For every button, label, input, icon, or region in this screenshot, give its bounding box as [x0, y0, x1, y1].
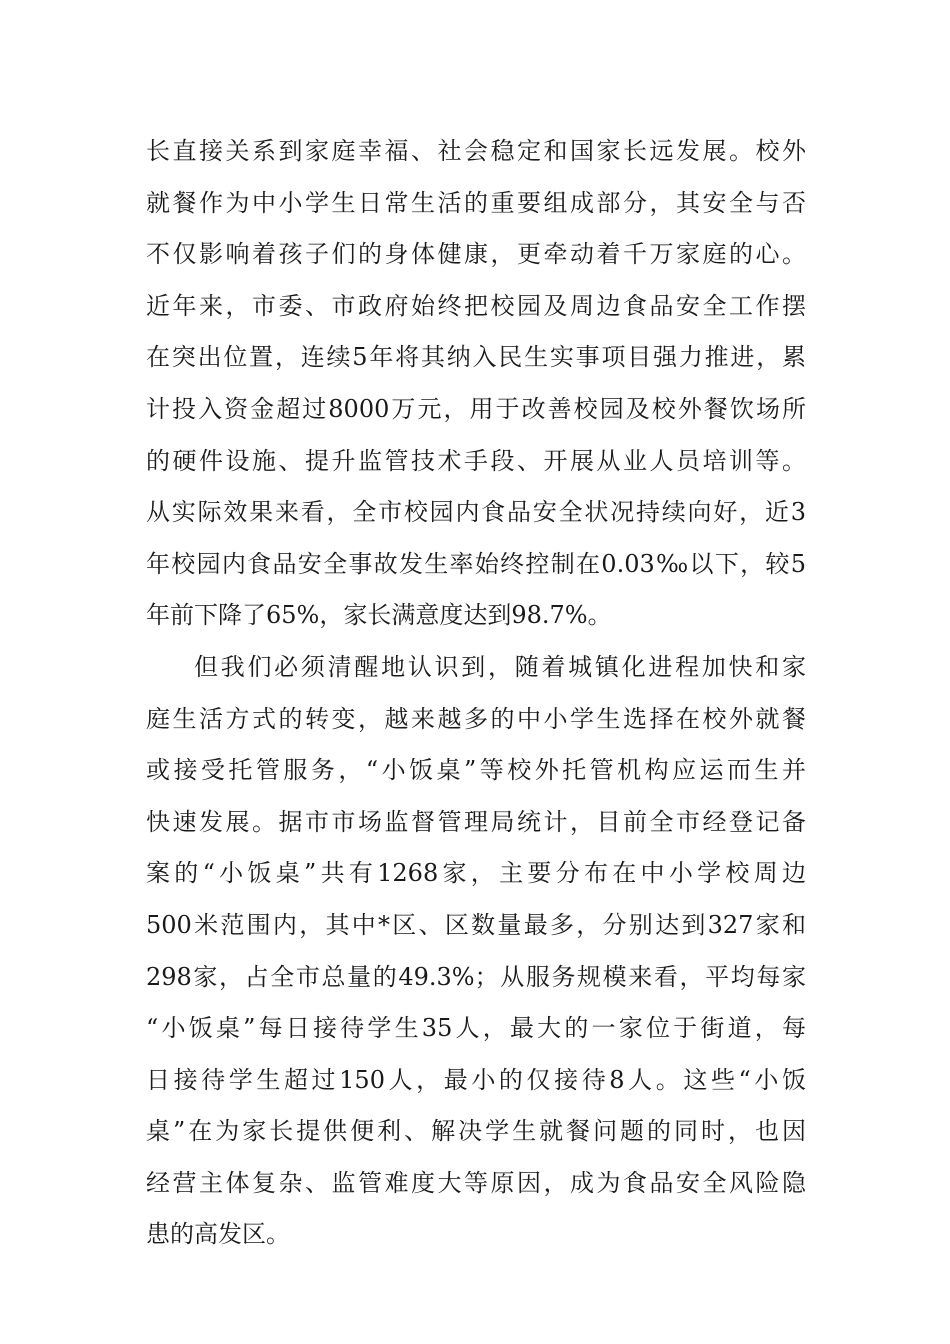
- text-line: 桌”在为家长提供便利、解决学生就餐问题的同时，也因: [146, 1117, 806, 1146]
- text-line: 年校园内食品安全事故发生率始终控制在0.03‰以下，较5: [146, 549, 806, 578]
- text-line: 经营主体复杂、监管难度大等原因，成为食品安全风险隐: [146, 1168, 806, 1197]
- text-line: 年前下降了65%，家长满意度达到98.7%。: [146, 601, 612, 630]
- text-line: 从实际效果来看，全市校园内食品安全状况持续向好，近3: [146, 498, 806, 527]
- text-line: 298家，占全市总量的49.3%；从服务规模来看，平均每家: [146, 962, 806, 991]
- text-line: 500米范围内，其中*区、区数量最多，分别达到327家和: [146, 910, 806, 939]
- document-body: [146, 126, 806, 1261]
- text-line: 就餐作为中小学生日常生活的重要组成部分，其安全与否: [146, 188, 806, 217]
- text-line: 近年来，市委、市政府始终把校园及周边食品安全工作摆: [146, 291, 806, 320]
- text-line: 庭生活方式的转变，越来越多的中小学生选择在校外就餐: [146, 704, 806, 733]
- text-line: “小饭桌”每日接待学生35人，最大的一家位于街道，每: [146, 1014, 806, 1043]
- text-line: 长直接关系到家庭幸福、社会稳定和国家长远发展。校外: [146, 137, 806, 165]
- paragraph-1: [146, 126, 806, 642]
- text-line: 在突出位置，连续5年将其纳入民生实事项目强力推进，累: [146, 343, 806, 372]
- text-line: 但我们必须清醒地认识到，随着城镇化进程加快和家: [194, 652, 806, 681]
- paragraph-2: [146, 642, 806, 1261]
- text-line: 患的高发区。: [146, 1220, 290, 1249]
- text-line: 案的“小饭桌”共有1268家，主要分布在中小学校周边: [146, 859, 806, 888]
- text-line: 日接待学生超过150人，最小的仅接待8人。这些“小饭: [146, 1065, 806, 1094]
- text-line: 的硬件设施、提升监管技术手段、开展从业人员培训等。: [146, 446, 806, 475]
- text-line: 计投入资金超过8000万元，用于改善校园及校外餐饮场所: [146, 394, 806, 423]
- text-line: 不仅影响着孩子们的身体健康，更牵动着千万家庭的心。: [146, 240, 806, 269]
- text-line: 或接受托管服务，“小饭桌”等校外托管机构应运而生并: [146, 756, 806, 785]
- text-line: 快速发展。据市市场监督管理局统计，目前全市经登记备: [146, 807, 806, 836]
